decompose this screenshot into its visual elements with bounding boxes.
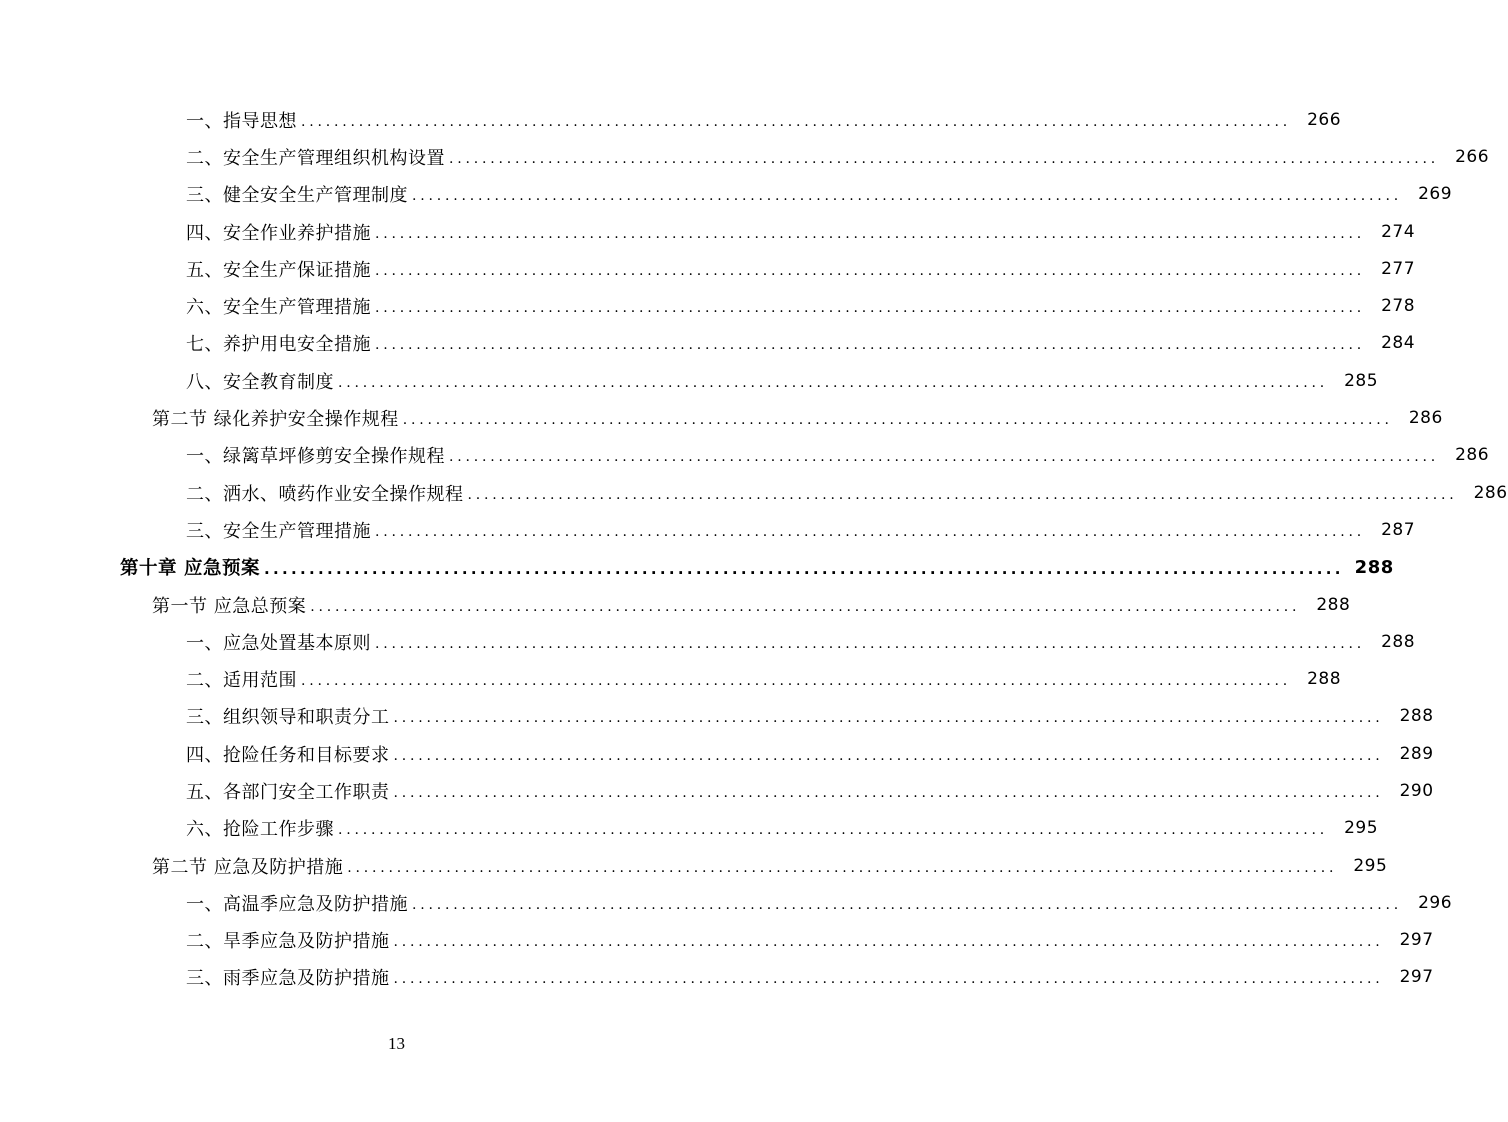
toc-entry-title: 二、洒水、喷药作业安全操作规程 [186,483,464,505]
toc-entry-title: 五、安全生产保证措施 [186,259,371,281]
toc-item-entry[interactable] [0,362,1379,399]
toc-entry-page: 289 [1399,743,1434,764]
toc-dot-leader: ........................................................................................................................ [375,523,1366,540]
toc-entry-page: 266 [1455,146,1490,167]
toc-entry-page: 269 [1418,184,1453,205]
toc-entry-title: 一、应急处置基本原则 [186,632,371,654]
toc-entry-title: 第一节 应急总预案 [152,595,307,617]
toc-entry-page: 288 [1354,556,1394,578]
toc-entry-title: 三、健全安全生产管理制度 [186,185,408,207]
toc-section-entry[interactable] [0,847,1388,884]
toc-entry-title: 二、适用范围 [186,670,297,692]
toc-dot-leader: ........................................................................................................................ [375,337,1366,354]
toc-entry-title: 第十章 应急预案 [120,558,260,580]
toc-item-entry[interactable] [0,138,1490,175]
toc-entry-page: 274 [1381,221,1416,242]
toc-item-entry[interactable] [0,884,1453,921]
toc-chapter-entry[interactable] [0,549,1394,586]
toc-dot-leader: ........................................................................................................................ [347,859,1338,876]
toc-dot-leader: ........................................................................................................................ [412,188,1403,205]
toc-entry-title: 八、安全教育制度 [186,371,334,393]
toc-item-entry[interactable] [0,810,1379,847]
toc-dot-leader: ........................................................................................................................ [393,934,1384,951]
toc-dot-leader: ........................................................................................................................ [393,710,1384,727]
toc-dot-leader: ........................................................................................................................ [449,150,1440,167]
toc-entry-page: 296 [1418,892,1453,913]
toc-dot-leader: ........................................................................................................................ [375,300,1366,317]
toc-item-entry[interactable] [0,325,1416,362]
toc-item-entry[interactable] [0,176,1453,213]
toc-entry-page: 288 [1399,706,1434,727]
toc-entry-page: 286 [1473,482,1508,503]
toc-section-entry[interactable] [0,586,1351,623]
toc-entry-title: 三、组织领导和职责分工 [186,707,390,729]
toc-item-entry[interactable] [0,698,1434,735]
toc-item-entry[interactable] [0,660,1342,697]
toc-entry-page: 287 [1381,519,1416,540]
toc-entry-title: 四、抢险任务和目标要求 [186,744,390,766]
toc-entry-page: 295 [1353,855,1388,876]
toc-entry-page: 277 [1381,258,1416,279]
toc-entry-title: 一、指导思想 [186,110,297,132]
toc-item-entry[interactable] [0,735,1434,772]
toc-item-entry[interactable] [0,437,1490,474]
table-of-contents [0,101,1508,996]
toc-entry-page: 290 [1399,780,1434,801]
toc-entry-title: 六、抢险工作步骤 [186,819,334,841]
toc-entry-title: 五、各部门安全工作职责 [186,781,390,803]
toc-entry-page: 284 [1381,333,1416,354]
toc-dot-leader: ........................................................................................................................ [449,449,1440,466]
toc-entry-page: 288 [1316,594,1351,615]
toc-dot-leader: ........................................................................................................................ [338,822,1329,839]
toc-entry-page: 288 [1307,669,1342,690]
toc-item-entry[interactable] [0,511,1416,548]
toc-entry-page: 266 [1307,109,1342,130]
toc-item-entry[interactable] [0,922,1434,959]
toc-item-entry[interactable] [0,623,1416,660]
toc-entry-title: 七、养护用电安全措施 [186,334,371,356]
toc-dot-leader: ........................................................................................................................ [301,113,1292,130]
toc-item-entry[interactable] [0,287,1416,324]
toc-entry-page: 286 [1408,408,1443,429]
toc-entry-page: 297 [1399,930,1434,951]
toc-entry-title: 第二节 绿化养护安全操作规程 [152,409,399,431]
toc-dot-leader: ........................................................................................................................ [375,262,1366,279]
toc-item-entry[interactable] [0,474,1508,511]
toc-entry-title: 二、旱季应急及防护措施 [186,931,390,953]
toc-item-entry[interactable] [0,213,1416,250]
toc-item-entry[interactable] [0,101,1342,138]
toc-dot-leader: ........................................................................................................................ [310,598,1301,615]
toc-dot-leader: ........................................................................................................................ [263,560,1344,579]
toc-dot-leader: ........................................................................................................................ [412,896,1403,913]
toc-entry-page: 286 [1455,445,1490,466]
toc-section-entry[interactable] [0,399,1443,436]
toc-entry-title: 第二节 应急及防护措施 [152,856,344,878]
toc-dot-leader: ........................................................................................................................ [375,635,1366,652]
toc-item-entry[interactable] [0,250,1416,287]
toc-dot-leader: ........................................................................................................................ [375,225,1366,242]
toc-item-entry[interactable] [0,772,1434,809]
toc-entry-page: 288 [1381,631,1416,652]
toc-dot-leader: ........................................................................................................................ [393,784,1384,801]
toc-dot-leader: ........................................................................................................................ [402,412,1393,429]
toc-dot-leader: ........................................................................................................................ [301,673,1292,690]
toc-entry-title: 三、安全生产管理措施 [186,520,371,542]
toc-entry-page: 285 [1344,370,1379,391]
toc-entry-title: 六、安全生产管理措施 [186,297,371,319]
toc-item-entry[interactable] [0,959,1434,996]
toc-dot-leader: ........................................................................................................................ [393,747,1384,764]
toc-entry-title: 一、绿篱草坪修剪安全操作规程 [186,446,445,468]
toc-dot-leader: ........................................................................................................................ [393,971,1384,988]
toc-entry-title: 二、安全生产管理组织机构设置 [186,147,445,169]
toc-entry-title: 四、安全作业养护措施 [186,222,371,244]
toc-dot-leader: ........................................................................................................................ [467,486,1458,503]
toc-entry-title: 一、高温季应急及防护措施 [186,893,408,915]
toc-entry-page: 278 [1381,296,1416,317]
toc-dot-leader: ........................................................................................................................ [338,374,1329,391]
toc-entry-page: 297 [1399,967,1434,988]
page-number: 13 [388,1034,405,1053]
toc-entry-title: 三、雨季应急及防护措施 [186,968,390,990]
toc-entry-page: 295 [1344,818,1379,839]
